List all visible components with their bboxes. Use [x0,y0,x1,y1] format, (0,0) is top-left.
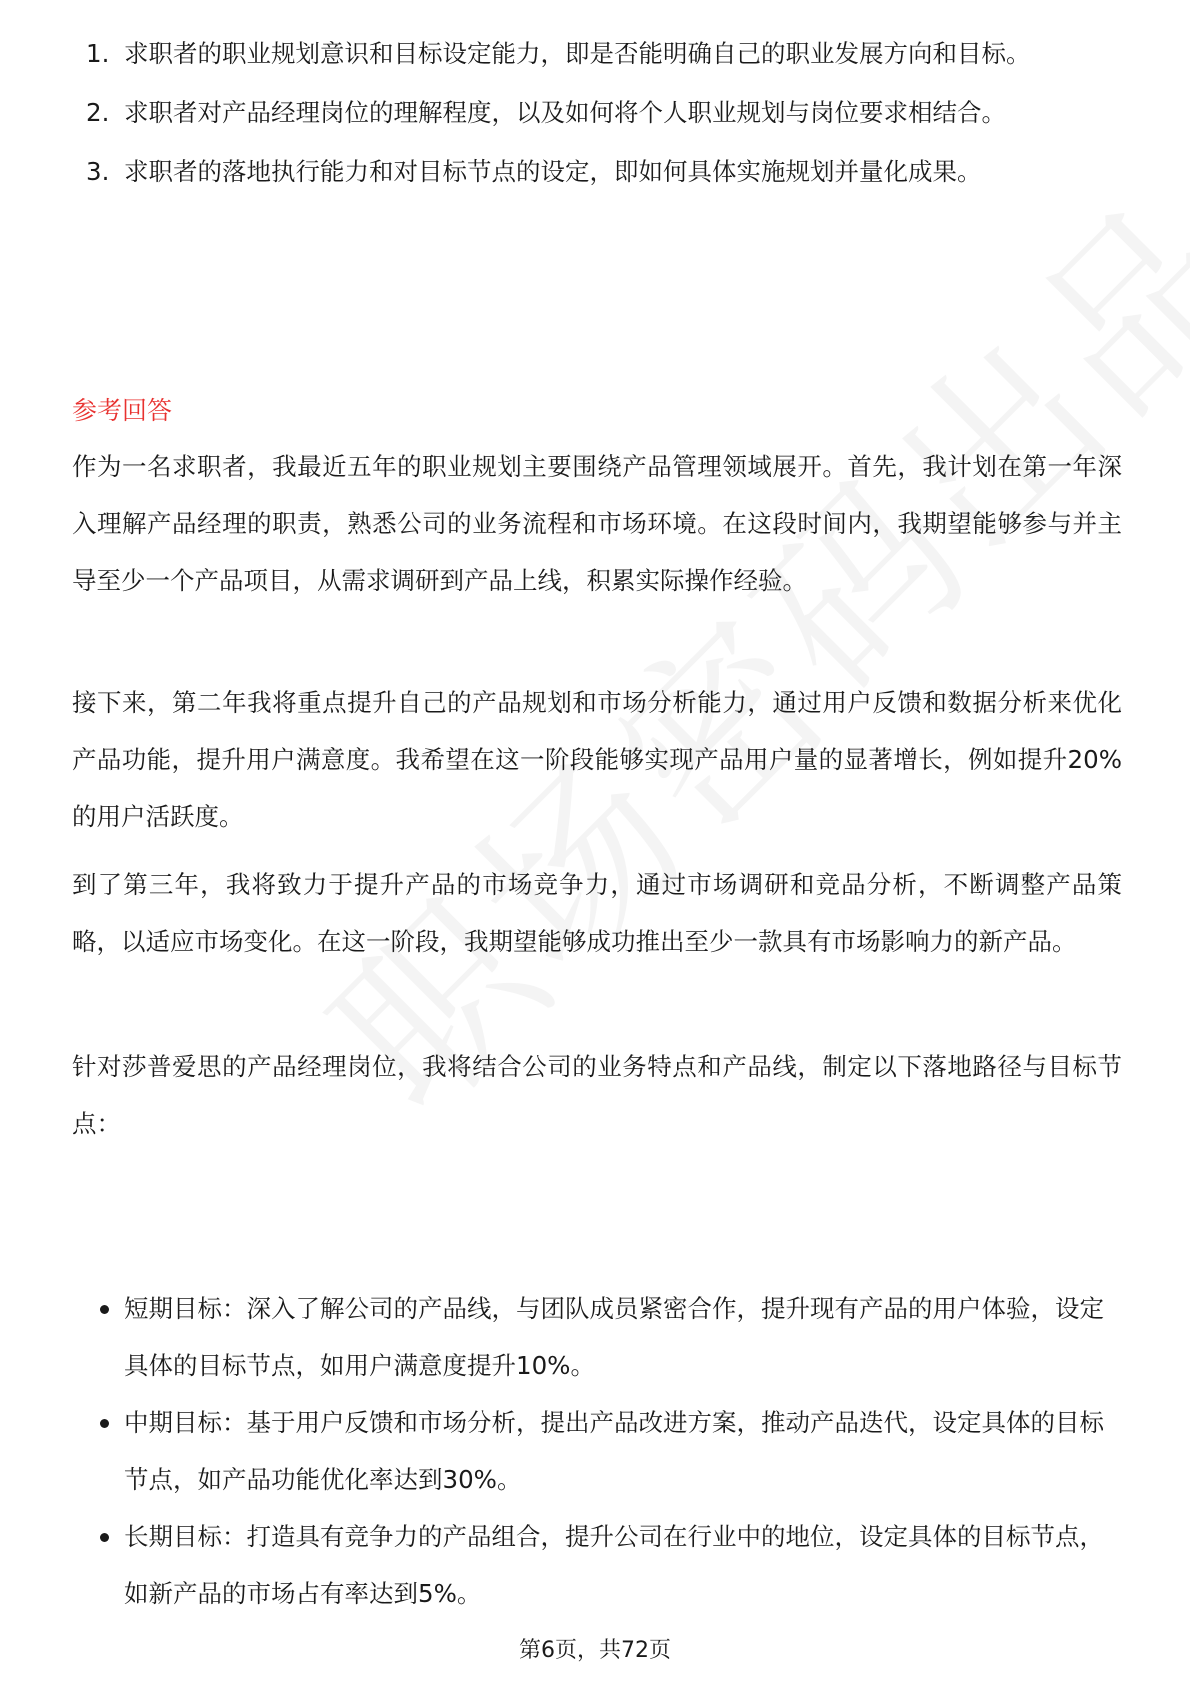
answer-section-title: 参考回答 [72,396,173,425]
answer-paragraph: 作为一名求职者，我最近五年的职业规划主要围绕产品管理领域展开。首先，我计划在第一年深入理解产品经理的职责，熟悉公司的业务流程和市场环境。在这段时间内，我期望能够参与并主导至少一个产品项目，从需求调研到产品上线，积累实际操作经验。 [72,452,1122,595]
list-number: 2. [86,98,110,127]
criteria-text: 求职者的职业规划意识和目标设定能力，即是否能明确自己的职业发展方向和目标。 [124,39,1031,68]
goal-text: 短期目标：深入了解公司的产品线，与团队成员紧密合作，提升现有产品的用户体验，设定具体的目标节点，如用户满意度提升10%。 [124,1294,1104,1380]
bullet-icon [100,1305,109,1314]
criteria-list [72,25,1122,202]
goal-item [72,1394,1122,1508]
goal-text: 长期目标：打造具有竞争力的产品组合，提升公司在行业中的地位，设定具体的目标节点，如新产品的市场占有率达到5%。 [124,1522,1104,1608]
criteria-item [72,25,1122,82]
goal-item [72,1280,1122,1394]
criteria-text: 求职者对产品经理岗位的理解程度，以及如何将个人职业规划与岗位要求相结合。 [124,98,1006,127]
watermark [307,168,1190,1142]
list-number: 3. [86,157,110,186]
criteria-item [72,84,1122,141]
criteria-text: 求职者的落地执行能力和对目标节点的设定，即如何具体实施规划并量化成果。 [124,157,982,186]
bullet-icon [100,1419,109,1428]
page-footer: 第6页，共72页 [519,1638,671,1663]
goal-text: 中期目标：基于用户反馈和市场分析，提出产品改进方案，推动产品迭代，设定具体的目标节点，如产品功能优化率达到30%。 [124,1408,1104,1494]
criteria-item [72,143,1122,200]
goals-list [72,1280,1122,1622]
answer-paragraph: 针对莎普爱思的产品经理岗位，我将结合公司的业务特点和产品线，制定以下落地路径与目标节点： [72,1052,1122,1138]
answer-paragraph: 接下来，第二年我将重点提升自己的产品规划和市场分析能力，通过用户反馈和数据分析来优化产品功能，提升用户满意度。我希望在这一阶段能够实现产品用户量的显著增长，例如提升20%的用户活跃度。 [72,688,1122,831]
list-number: 1. [86,39,110,68]
goal-item [72,1508,1122,1622]
answer-paragraph: 到了第三年，我将致力于提升产品的市场竞争力，通过市场调研和竞品分析，不断调整产品策略，以适应市场变化。在这一阶段，我期望能够成功推出至少一款具有市场影响力的新产品。 [72,870,1122,956]
bullet-icon [100,1533,109,1542]
